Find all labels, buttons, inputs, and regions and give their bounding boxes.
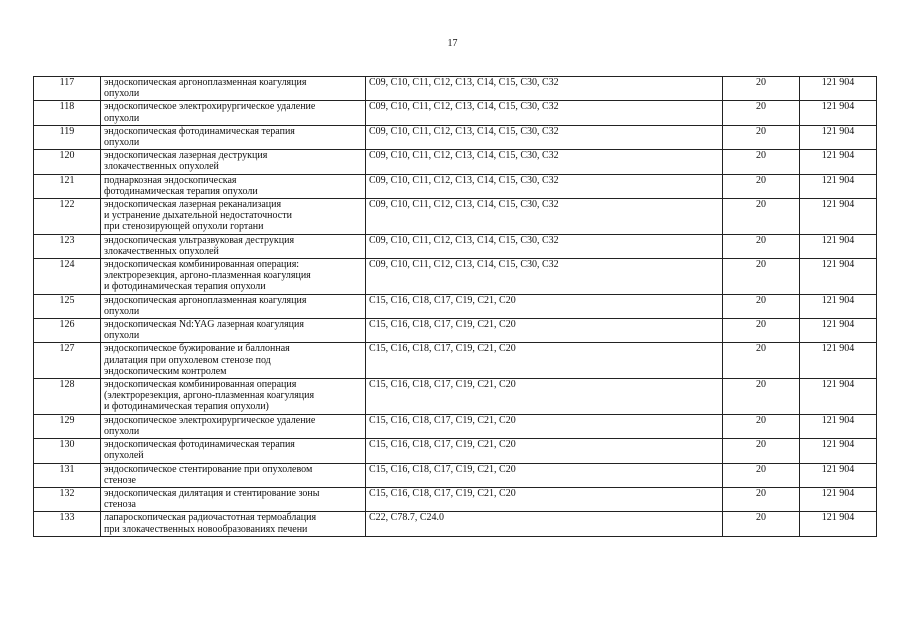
row-number-cell: 118 (34, 101, 101, 125)
quantity-cell: 20 (723, 125, 800, 149)
cost-cell: 121 904 (800, 463, 877, 487)
row-number-cell: 133 (34, 512, 101, 536)
row-number-cell: 123 (34, 234, 101, 258)
table-row (34, 487, 877, 511)
quantity-cell: 20 (723, 294, 800, 318)
table-row (34, 234, 877, 258)
cost-cell: 121 904 (800, 319, 877, 343)
table-row (34, 439, 877, 463)
table-row (34, 150, 877, 174)
cost-cell: 121 904 (800, 259, 877, 295)
cost-cell: 121 904 (800, 174, 877, 198)
quantity-cell: 20 (723, 199, 800, 235)
icd-codes-cell: C15, C16, C18, C17, C19, C21, C20 (366, 343, 723, 379)
table-row (34, 319, 877, 343)
icd-codes-cell: C15, C16, C18, C17, C19, C21, C20 (366, 294, 723, 318)
quantity-cell: 20 (723, 174, 800, 198)
quantity-cell: 20 (723, 77, 800, 101)
quantity-cell: 20 (723, 101, 800, 125)
quantity-cell: 20 (723, 259, 800, 295)
icd-codes-cell: C15, C16, C18, C17, C19, C21, C20 (366, 463, 723, 487)
procedure-name-cell: эндоскопическая Nd:YAG лазерная коагуляция опухоли (101, 319, 366, 343)
icd-codes-cell: C15, C16, C18, C17, C19, C21, C20 (366, 319, 723, 343)
table-row (34, 414, 877, 438)
procedure-name-cell: эндоскопическая фотодинамическая терапия опухоли (101, 125, 366, 149)
cost-cell: 121 904 (800, 125, 877, 149)
row-number-cell: 125 (34, 294, 101, 318)
table-row (34, 174, 877, 198)
icd-codes-cell: C09, C10, C11, C12, C13, C14, C15, C30, C32 (366, 199, 723, 235)
cost-cell: 121 904 (800, 439, 877, 463)
table-row (34, 199, 877, 235)
row-number-cell: 127 (34, 343, 101, 379)
row-number-cell: 130 (34, 439, 101, 463)
cost-cell: 121 904 (800, 150, 877, 174)
icd-codes-cell: C09, C10, C11, C12, C13, C14, C15, C30, C32 (366, 150, 723, 174)
table-row (34, 101, 877, 125)
table-row (34, 125, 877, 149)
procedure-name-cell: эндоскопическая лазерная деструкция злокачественных опухолей (101, 150, 366, 174)
table-row (34, 343, 877, 379)
icd-codes-cell: C09, C10, C11, C12, C13, C14, C15, C30, C32 (366, 259, 723, 295)
table-row (34, 294, 877, 318)
icd-codes-cell: C09, C10, C11, C12, C13, C14, C15, C30, C32 (366, 174, 723, 198)
procedure-name-cell: эндоскопическое электрохирургическое удаление опухоли (101, 414, 366, 438)
row-number-cell: 126 (34, 319, 101, 343)
procedure-name-cell: эндоскопическая лазерная реканализация и устранение дыхательной недостаточности при стенозирующей опухоли гортани (101, 199, 366, 235)
procedure-name-cell: эндоскопическая фотодинамическая терапия опухолей (101, 439, 366, 463)
cost-cell: 121 904 (800, 343, 877, 379)
quantity-cell: 20 (723, 319, 800, 343)
cost-cell: 121 904 (800, 234, 877, 258)
cost-cell: 121 904 (800, 101, 877, 125)
quantity-cell: 20 (723, 234, 800, 258)
icd-codes-cell: C15, C16, C18, C17, C19, C21, C20 (366, 439, 723, 463)
procedure-name-cell: поднаркозная эндоскопическая фотодинамическая терапия опухоли (101, 174, 366, 198)
table-row (34, 379, 877, 415)
quantity-cell: 20 (723, 414, 800, 438)
procedure-name-cell: эндоскопическая комбинированная операция (электрорезекция, аргоно-плазменная коагуляция и фотодинамическая терапия опухоли) (101, 379, 366, 415)
icd-codes-cell: C15, C16, C18, C17, C19, C21, C20 (366, 414, 723, 438)
cost-cell: 121 904 (800, 414, 877, 438)
cost-cell: 121 904 (800, 379, 877, 415)
icd-codes-cell: C09, C10, C11, C12, C13, C14, C15, C30, C32 (366, 77, 723, 101)
row-number-cell: 117 (34, 77, 101, 101)
cost-cell: 121 904 (800, 294, 877, 318)
quantity-cell: 20 (723, 343, 800, 379)
cost-cell: 121 904 (800, 512, 877, 536)
row-number-cell: 121 (34, 174, 101, 198)
procedure-name-cell: эндоскопическая дилятация и стентирование зоны стеноза (101, 487, 366, 511)
page-number: 17 (447, 38, 458, 49)
row-number-cell: 122 (34, 199, 101, 235)
icd-codes-cell: C15, C16, C18, C17, C19, C21, C20 (366, 379, 723, 415)
procedure-name-cell: эндоскопическая ультразвуковая деструкция злокачественных опухолей (101, 234, 366, 258)
icd-codes-cell: C09, C10, C11, C12, C13, C14, C15, C30, C32 (366, 125, 723, 149)
row-number-cell: 119 (34, 125, 101, 149)
icd-codes-cell: C09, C10, C11, C12, C13, C14, C15, C30, C32 (366, 234, 723, 258)
quantity-cell: 20 (723, 439, 800, 463)
procedure-name-cell: эндоскопическая комбинированная операция: электрорезекция, аргоно-плазменная коагуляция и фотодинамическая терапия опухоли (101, 259, 366, 295)
quantity-cell: 20 (723, 487, 800, 511)
icd-codes-cell: C09, C10, C11, C12, C13, C14, C15, C30, C32 (366, 101, 723, 125)
cost-cell: 121 904 (800, 487, 877, 511)
cost-cell: 121 904 (800, 77, 877, 101)
procedures-table-body (34, 77, 877, 537)
quantity-cell: 20 (723, 150, 800, 174)
quantity-cell: 20 (723, 463, 800, 487)
table-row (34, 77, 877, 101)
table-row (34, 259, 877, 295)
row-number-cell: 124 (34, 259, 101, 295)
procedure-name-cell: эндоскопическая аргоноплазменная коагуляция опухоли (101, 77, 366, 101)
row-number-cell: 128 (34, 379, 101, 415)
cost-cell: 121 904 (800, 199, 877, 235)
row-number-cell: 132 (34, 487, 101, 511)
procedure-name-cell: эндоскопическая аргоноплазменная коагуляция опухоли (101, 294, 366, 318)
icd-codes-cell: C15, C16, C18, C17, C19, C21, C20 (366, 487, 723, 511)
icd-codes-cell: C22, C78.7, C24.0 (366, 512, 723, 536)
quantity-cell: 20 (723, 512, 800, 536)
quantity-cell: 20 (723, 379, 800, 415)
procedure-name-cell: эндоскопическое бужирование и баллонная дилатация при опухолевом стенозе под эндоскопическим контролем (101, 343, 366, 379)
procedure-name-cell: эндоскопическое стентирование при опухолевом стенозе (101, 463, 366, 487)
procedure-name-cell: эндоскопическое электрохирургическое удаление опухоли (101, 101, 366, 125)
row-number-cell: 131 (34, 463, 101, 487)
table-row (34, 463, 877, 487)
table-row (34, 512, 877, 536)
procedure-name-cell: лапароскопическая радиочастотная термоаблация при злокачественных новообразованиях печени (101, 512, 366, 536)
row-number-cell: 120 (34, 150, 101, 174)
row-number-cell: 129 (34, 414, 101, 438)
procedures-table (33, 76, 877, 537)
